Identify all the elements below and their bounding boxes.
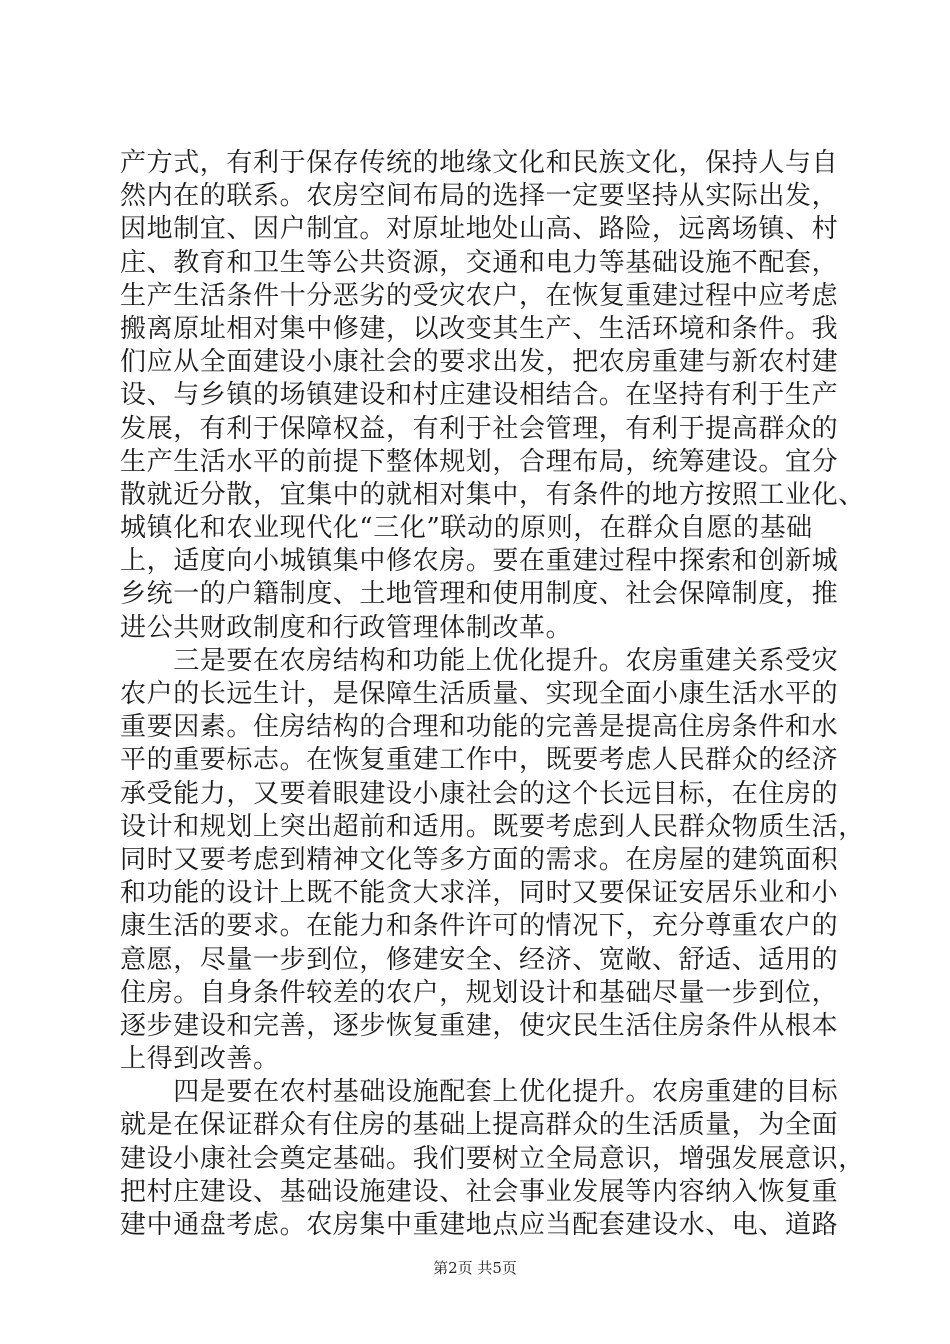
text-line: 设计和规划上突出超前和适用。既要考虑到人民群众物质生活， [120, 811, 865, 842]
text-line: 同时又要考虑到精神文化等多方面的需求。在房屋的建筑面积 [120, 844, 839, 875]
text-line: 平的重要标志。在恢复重建工作中，既要考虑人民群众的经济 [120, 745, 839, 776]
text-line: 四是要在农村基础设施配套上优化提升。农房重建的目标 [120, 1077, 839, 1108]
text-line: 进公共财政制度和行政管理体制改革。 [120, 612, 573, 643]
body-text [120, 147, 865, 1242]
text-line: 然内在的联系。农房空间布局的选择一定要坚持从实际出发， [120, 181, 839, 212]
text-line: 上，适度向小城镇集中修农房。要在重建过程中探索和创新城 [120, 546, 839, 577]
text-line: 建设小康社会奠定基础。我们要树立全局意识，增强发展意识， [120, 1143, 865, 1174]
text-line: 散就近分散，宜集中的就相对集中，有条件的地方按照工业化、 [120, 479, 865, 510]
text-line: 生产生活条件十分恶劣的受灾农户，在恢复重建过程中应考虑 [120, 280, 839, 311]
text-line: 和功能的设计上既不能贪大求洋，同时又要保证安居乐业和小 [120, 878, 839, 909]
text-line: 就是在保证群众有住房的基础上提高群众的生活质量，为全面 [120, 1110, 839, 1141]
text-line: 上得到改善。 [120, 1044, 280, 1075]
text-line: 因地制宜、因户制宜。对原址地处山高、路险，远离场镇、村 [120, 214, 839, 245]
text-line: 产方式，有利于保存传统的地缘文化和民族文化，保持人与自 [120, 148, 839, 178]
text-line: 意愿，尽量一步到位，修建安全、经济、宽敞、舒适、适用的 [120, 944, 839, 975]
text-line: 们应从全面建设小康社会的要求出发，把农房重建与新农村建 [120, 347, 839, 378]
text-line: 庄、教育和卫生等公共资源，交通和电力等基础设施不配套， [120, 247, 839, 278]
text-line: 住房。自身条件较差的农户，规划设计和基础尽量一步到位， [120, 977, 839, 1008]
text-line: 康生活的要求。在能力和条件许可的情况下，充分尊重农户的 [120, 911, 839, 942]
text-line: 农户的长远生计，是保障生活质量、实现全面小康生活水平的 [120, 679, 839, 709]
text-line: 建中通盘考虑。农房集中重建地点应当配套建设水、电、道路 [120, 1210, 839, 1240]
text-line: 设、与乡镇的场镇建设和村庄建设相结合。在坚持有利于生产 [120, 380, 839, 411]
text-line: 三是要在农房结构和功能上优化提升。农房重建关系受灾 [120, 645, 839, 676]
text-line: 生产生活水平的前提下整体规划，合理布局，统筹建设。宜分 [120, 446, 839, 477]
text-line: 承受能力，又要着眼建设小康社会的这个长远目标，在住房的 [120, 778, 839, 809]
text-line: 把村庄建设、基础设施建设、社会事业发展等内容纳入恢复重 [120, 1176, 839, 1207]
page-footer: 第2页 共5页 [433, 1259, 517, 1277]
text-line: 发展，有利于保障权益，有利于社会管理，有利于提高群众的 [120, 413, 839, 444]
text-line: 城镇化和农业现代化“三化”联动的原则，在群众自愿的基础 [120, 513, 813, 544]
text-line: 搬离原址相对集中修建，以改变其生产、生活环境和条件。我 [120, 313, 839, 344]
text-line: 乡统一的户籍制度、土地管理和使用制度、社会保障制度，推 [120, 579, 839, 610]
text-line: 重要因素。住房结构的合理和功能的完善是提高住房条件和水 [120, 712, 839, 743]
text-line: 逐步建设和完善，逐步恢复重建，使灾民生活住房条件从根本 [120, 1010, 839, 1041]
